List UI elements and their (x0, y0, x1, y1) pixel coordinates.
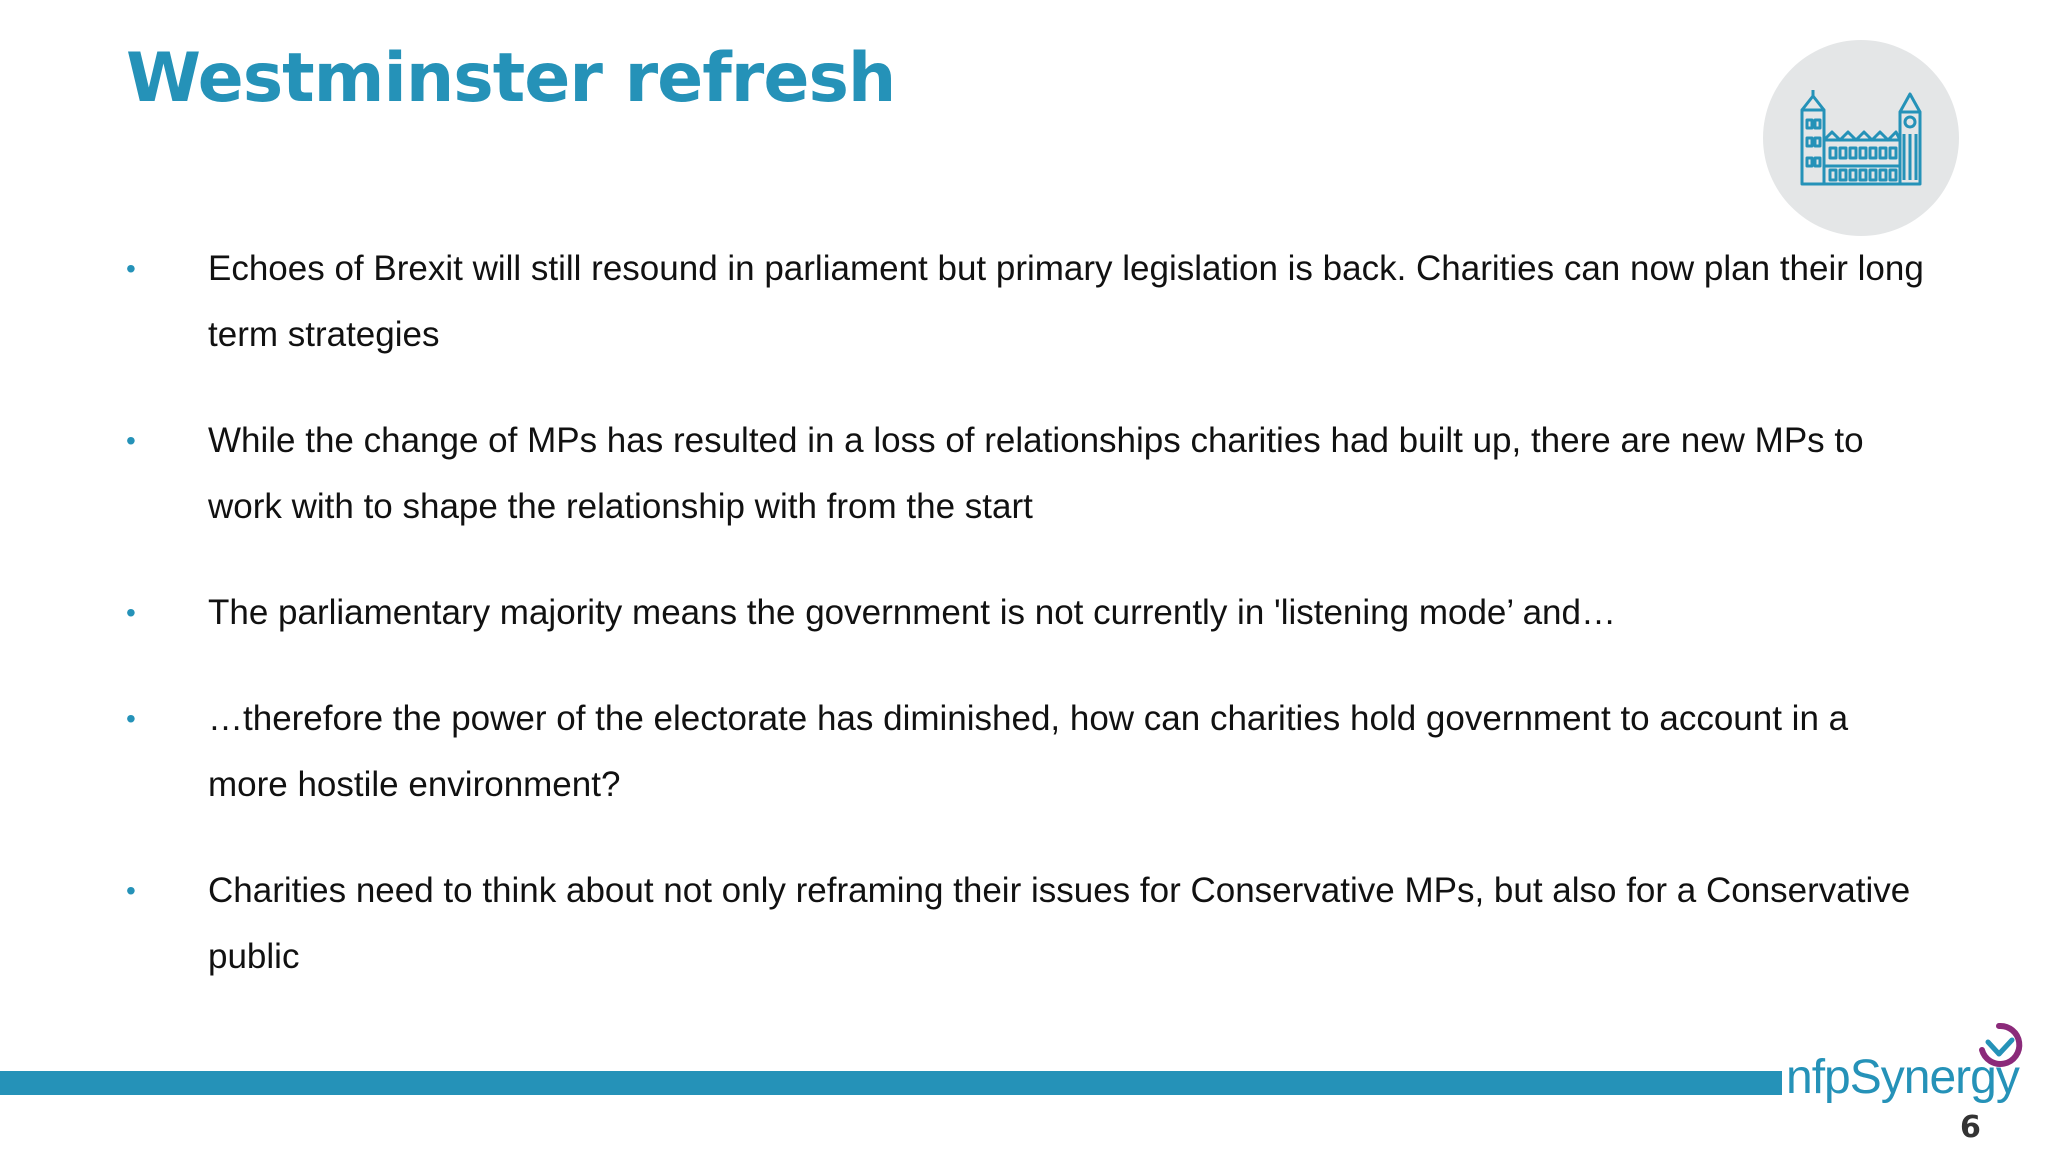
page-number: 6 (1960, 1110, 1981, 1145)
brand-logo: nfpSynergy (1786, 1051, 2019, 1104)
bullet-text: Charities need to think about not only reframing their issues for Conservative MPs, but also for a Conservative public (208, 871, 1911, 976)
bullet-text: …therefore the power of the electorate has diminished, how can charities hold government to account in a more hostile environment? (208, 699, 1849, 804)
bullet-text: The parliamentary majority means the government is not currently in 'listening mode’ and… (208, 593, 1616, 632)
parliament-building-icon (1763, 40, 1959, 236)
bullet-marker: • (126, 425, 136, 456)
bullet-marker: • (126, 875, 136, 906)
bullet-item (126, 580, 1936, 646)
bullet-item (126, 858, 1936, 990)
bullet-marker: • (126, 703, 136, 734)
bullet-item (126, 686, 1936, 818)
bullet-text: Echoes of Brexit will still resound in parliament but primary legislation is back. Charities can now plan their long term strategies (208, 249, 1924, 354)
bullet-marker: • (126, 597, 136, 628)
bullet-item (126, 236, 1936, 368)
footer-bar (0, 1071, 1782, 1095)
bullet-text: While the change of MPs has resulted in a loss of relationships charities had built up, there are new MPs to work with to shape the relationship with from the start (208, 421, 1864, 526)
slide-title: Westminster refresh (126, 39, 896, 118)
logo-mark-icon (1974, 1020, 2024, 1070)
bullet-item (126, 408, 1936, 540)
bullet-list (126, 236, 1936, 1030)
bullet-marker: • (126, 253, 136, 284)
